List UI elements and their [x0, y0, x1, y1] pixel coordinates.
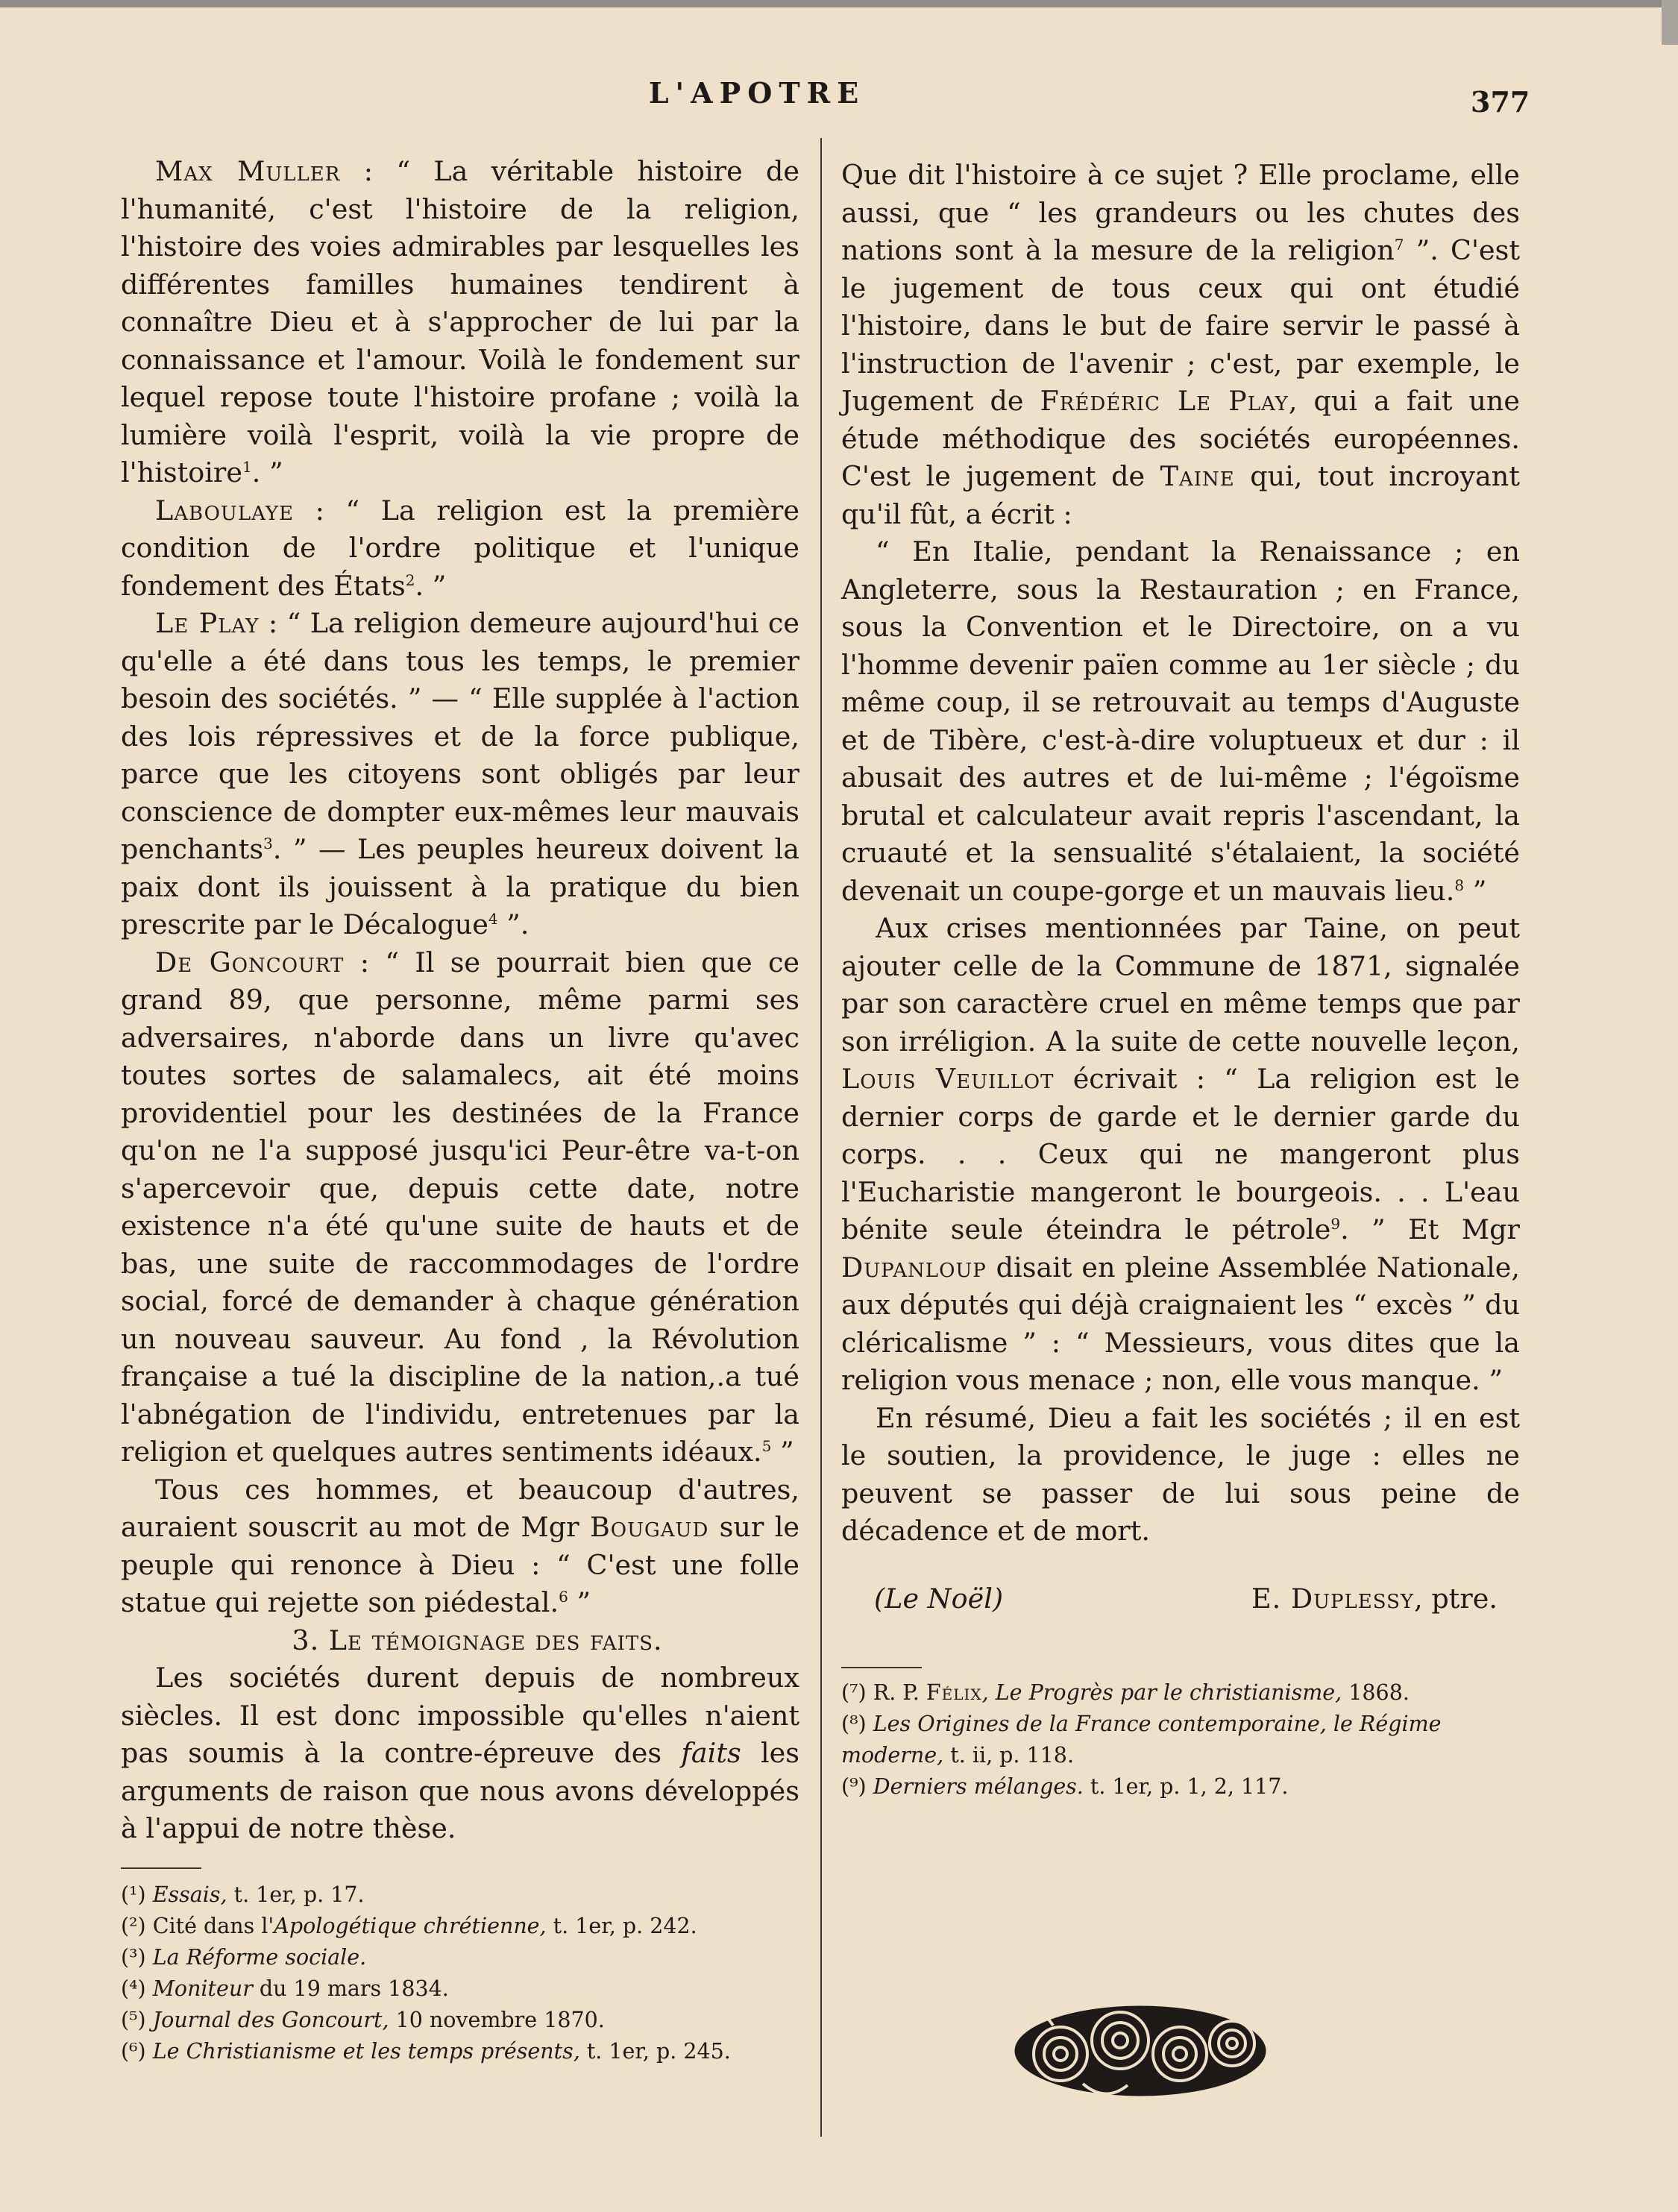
paragraph-resume: En résumé, Dieu a fait les sociétés ; il en est le soutien, la providence, le juge : elles ne peuvent se passer de lui sous peine de décadence et de mort.: [841, 1401, 1520, 1547]
signature-author: E. Duplessy, ptre.: [1251, 1582, 1498, 1615]
footnote: (⁸) Les Origines de la France contemporaine, le Régime moderne, t. ii, p. 118.: [841, 1712, 1442, 1768]
footnote: (⁷) R. P. Félix, Le Progrès par le christianisme, 1868.: [841, 1680, 1410, 1705]
page-corner: [1662, 0, 1678, 45]
paragraph-histoire: Que dit l'histoire à ce sujet ? Elle proclame, elle aussi, que “ les grandeurs ou les chutes des nations sont à la mesure de la religion$^7$ ”. C'est le jugement de tous ceux qui ont étudié l'histoire, dans le but de faire servir le passé à l'instruction de l'avenir ; c'est, par exemple, le Jugement de Frédéric Le Play, qui a fait une étude méthodique des sociétés européennes. C'est le jugement de Taine qui, tout incroyant qu'il fût, a écrit :: [841, 159, 1520, 530]
author-name: Max Muller: [155, 155, 341, 187]
footnote: (⁹) Derniers mélanges. t. 1er, p. 1, 2, 117.: [841, 1774, 1289, 1799]
left-column: [121, 153, 799, 2067]
paragraph-laboulaye: Laboulaye : “ La religion est la première condition de l'ordre politique et l'unique fondement des États$^2$. ”: [121, 494, 799, 602]
paragraph-faits: Les sociétés durent depuis de nombreux siècles. Il est donc impossible qu'elles n'aient pas soumis à la contre-épreuve des faits les arguments de raison que nous avons développés à l'appui de notre thèse.: [121, 1662, 800, 1844]
paragraph-leplay: Le Play : “ La religion demeure aujourd'hui ce qu'elle a été dans tous les temps, le premier besoin des sociétés. ” — “ Elle supplée à l'action des lois répressives et de la force publique, parce que les citoyens sont obligés par leur conscience de dompter eux-mêmes leur mauvais penchants$^3$. ” — Les peuples heureux doivent la paix dont ils jouissent à la pratique du bien prescrite par le Décalogue$^4$ ”.: [121, 607, 799, 940]
footnote: (⁶) Le Christianisme et les temps présents, t. 1er, p. 245.: [121, 2038, 731, 2064]
footnote-ref: 8: [1454, 876, 1465, 894]
author-name: Dupanloup: [841, 1251, 987, 1283]
footnote-ref: 2: [405, 571, 415, 589]
section-heading: 3. Le témoignage des faits.: [292, 1624, 663, 1656]
footnote-ref: 3: [263, 834, 273, 852]
author-name: Le Play: [155, 607, 260, 639]
footnote-ref: 5: [761, 1436, 772, 1455]
author-name: Taine: [1160, 460, 1235, 492]
paragraph-commune: Aux crises mentionnées par Taine, on peut ajouter celle de la Commune de 1871, signalée par son caractère cruel en même temps que par son irréligion. A la suite de cette nouvelle leçon, Louis Veuillot écrivait : “ La religion est le dernier corps de garde et le dernier garde du corps. . . Ceux qui ne mangeront plus l'Eucharistie mangeront le bourgeois. . . L'eau bénite seule éteindra le pétrole$^9$. ” Et Mgr Dupanloup disait en pleine Assemblée Nationale, aux députés qui déjà craignaient les “ excès ” du cléricalisme ” : “ Messieurs, vous dites que la religion vous menace ; non, elle vous manque. ”: [841, 912, 1520, 1396]
signature: [841, 1580, 1520, 1618]
footnote-rule: [121, 1867, 201, 1869]
footnote: (²) Cité dans l'Apologétique chrétienne, t. 1er, p. 242.: [121, 1913, 697, 1938]
footnote-ref: 6: [559, 1587, 568, 1606]
page-number: 377: [1471, 85, 1530, 119]
footnote: (⁴) Moniteur du 19 mars 1834.: [121, 1976, 449, 2001]
column-divider: [820, 138, 822, 2137]
footnote-ref: 1: [242, 457, 252, 476]
footnote-rule: [841, 1667, 922, 1668]
paragraph-taine-quote: “ En Italie, pendant la Renaissance ; en Angleterre, sous la Restauration ; en France, sous la Convention et le Directoire, on a vu l'homme devenir païen comme au 1er siècle ; du même coup, il se retrouvait au temps d'Auguste et de Tibère, c'est-à-dire voluptueux et dur : il abusait des autres et de lui-même ; l'égoïsme brutal et calculateur avait repris l'ascendant, la cruauté et la sensualité s'étalaient, la société devenait un coupe-gorge et un mauvais lieu.$^8$ ”: [841, 535, 1520, 907]
paragraph-goncourt: De Goncourt : “ Il se pourrait bien que ce grand 89, que personne, même parmi ses adversaires, n'aborde dans un livre qu'avec toutes sortes de salamalecs, ait été moins providentiel pour les destinées de la France qu'on ne l'a supposé jusqu'ici Peur-être va-t-on s'apercevoir que, depuis cette date, notre existence n'a été qu'une suite de hauts et de bas, une suite de raccommodages de l'ordre social, forcé de demander à chaque génération un nouveau sauveur. Au fond , la Révolution française a tué la discipline de la nation,.a tué l'abnégation de l'individu, entretenues par la religion et quelques autres sentiments idéaux.$^5$ ”: [121, 946, 799, 1468]
paragraph-bougaud: Tous ces hommes, et beaucoup d'autres, auraient souscrit au mot de Mgr Bougaud sur le peuple qui renonce à Dieu : “ C'est une folle statue qui rejette son piédestal.$^6$ ”: [121, 1473, 799, 1618]
author-name: De Goncourt: [155, 946, 345, 978]
author-name: Frédéric Le Play: [1040, 385, 1289, 417]
footnote-ref: 4: [488, 909, 498, 928]
running-title: L'APOTRE: [648, 76, 866, 110]
footnote-ref: 7: [1394, 235, 1404, 254]
footnote: (⁵) Journal des Goncourt, 10 novembre 1870.: [121, 2007, 605, 2032]
author-name: Bougaud: [589, 1511, 709, 1543]
footnote: (³) La Réforme sociale.: [121, 1944, 367, 1970]
paragraph-muller: Max Muller : “ La véritable histoire de l'humanité, c'est l'histoire de la religion, l'histoire des voies admirables par lesquelles les différentes familles humaines tendirent à connaître Dieu et à s'approcher de lui par la connaissance et l'amour. Voilà le fondement sur lequel repose toute l'histoire profane ; voilà la lumière voilà l'esprit, voilà la vie propre de l'histoire$^1$. ”: [121, 155, 799, 488]
footnote: (¹) Essais, t. 1er, p. 17.: [121, 1882, 365, 1907]
rose-ornament-icon: [1008, 1979, 1272, 2111]
author-name: Laboulaye: [155, 494, 294, 527]
footnotes-right: [841, 1677, 1520, 1803]
footnotes-left: [121, 1879, 799, 2067]
page-edge: [0, 0, 1678, 7]
author-name: Louis Veuillot: [841, 1063, 1055, 1095]
footnote-ref: 9: [1330, 1214, 1341, 1233]
signature-source: (Le Noël): [874, 1582, 1004, 1615]
right-column: [841, 157, 1520, 1803]
